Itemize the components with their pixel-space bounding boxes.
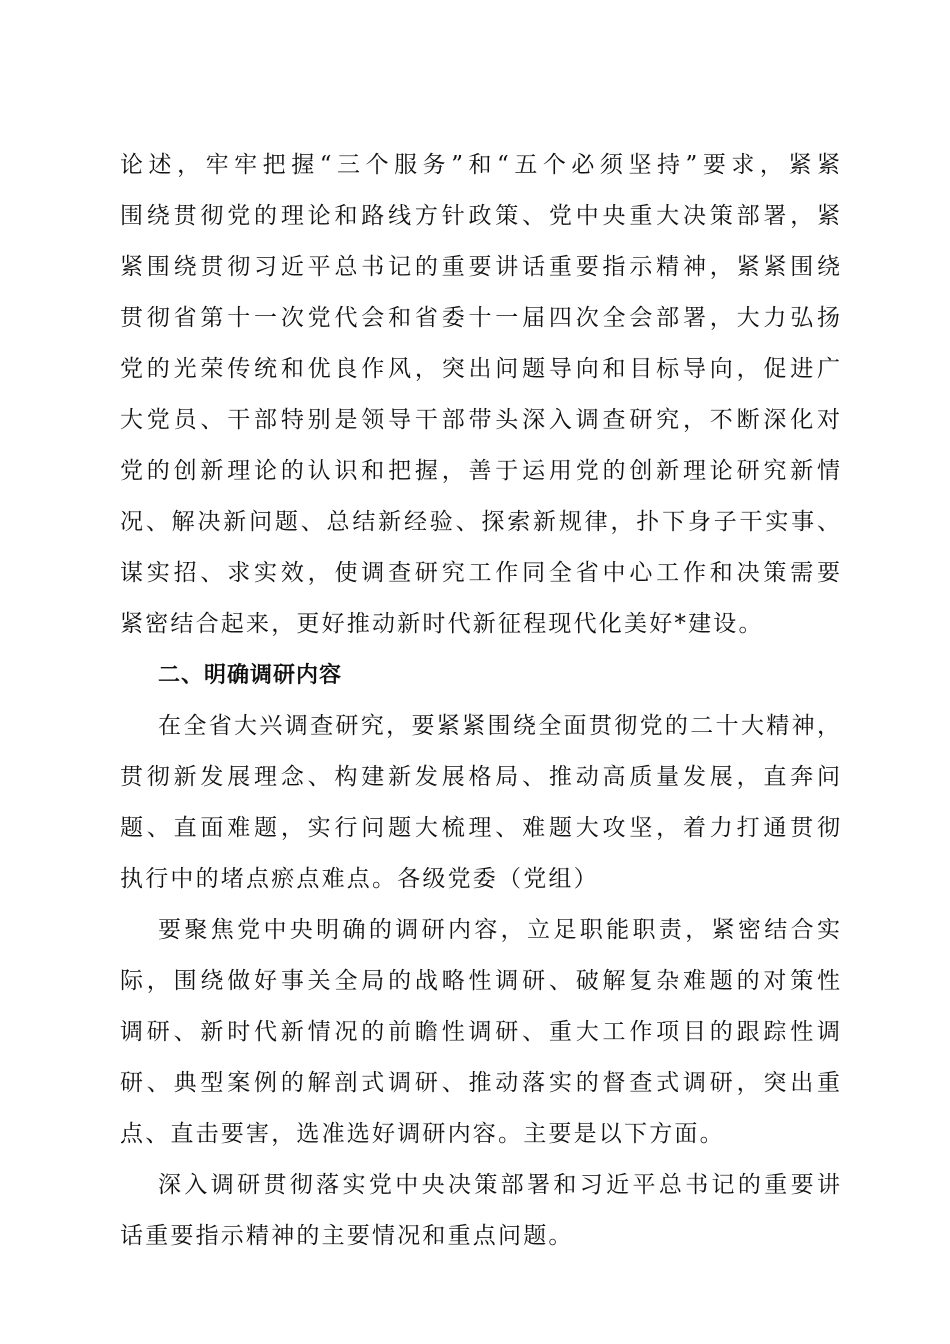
text-line: 况、解决新问题、总结新经验、探索新规律，扑下身子干实事、: [120, 509, 840, 535]
text-line: 点、直击要害，选准选好调研内容。主要是以下方面。: [120, 1121, 725, 1147]
text-line: 谋实招、求实效，使调查研究工作同全省中心工作和决策需要: [120, 560, 840, 586]
document-body: [120, 140, 840, 1262]
text-line: 贯彻省第十一次党代会和省委十一届四次全会部署，大力弘扬: [120, 305, 840, 331]
text-line: 话重要指示精神的主要情况和重点问题。: [120, 1223, 574, 1249]
text-line: 在全省大兴调查研究，要紧紧围绕全面贯彻党的二十大精神，: [158, 713, 840, 739]
text-line: 执行中的堵点瘀点难点。各级党委（党组）: [120, 866, 599, 892]
text-line: 深入调研贯彻落实党中央决策部署和习近平总书记的重要讲: [158, 1172, 840, 1198]
text-line: 研、典型案例的解剖式调研、推动落实的督查式调研，突出重: [120, 1070, 840, 1096]
text-line: 调研、新时代新情况的前瞻性调研、重大工作项目的跟踪性调: [120, 1019, 840, 1045]
paragraph-section1-tail: [120, 140, 840, 650]
text-line: 紧围绕贯彻习近平总书记的重要讲话重要指示精神，紧紧围绕: [120, 254, 840, 280]
section-heading: 二、明确调研内容: [158, 663, 343, 688]
text-line: 要聚焦党中央明确的调研内容，立足职能职责，紧密结合实: [158, 917, 840, 943]
text-line: 贯彻新发展理念、构建新发展格局、推动高质量发展，直奔问: [120, 764, 840, 790]
text-line: 围绕贯彻党的理论和路线方针政策、党中央重大决策部署，紧: [120, 203, 840, 229]
paragraph-2: [120, 701, 840, 905]
paragraph-4: [120, 1160, 840, 1262]
text-line: 大党员、干部特别是领导干部带头深入调查研究，不断深化对: [120, 407, 840, 433]
text-line: 际，围绕做好事关全局的战略性调研、破解复杂难题的对策性: [120, 968, 840, 994]
text-line: 党的光荣传统和优良作风，突出问题导向和目标导向，促进广: [120, 356, 840, 382]
text-line: 论述，牢牢把握“三个服务”和“五个必须坚持”要求，紧紧: [120, 152, 840, 178]
paragraph-3: [120, 905, 840, 1160]
text-line: 党的创新理论的认识和把握，善于运用党的创新理论研究新情: [120, 458, 840, 484]
text-line: 紧密结合起来，更好推动新时代新征程现代化美好*建设。: [120, 611, 764, 637]
text-line: 题、直面难题，实行问题大梳理、难题大攻坚，着力打通贯彻: [120, 815, 840, 841]
